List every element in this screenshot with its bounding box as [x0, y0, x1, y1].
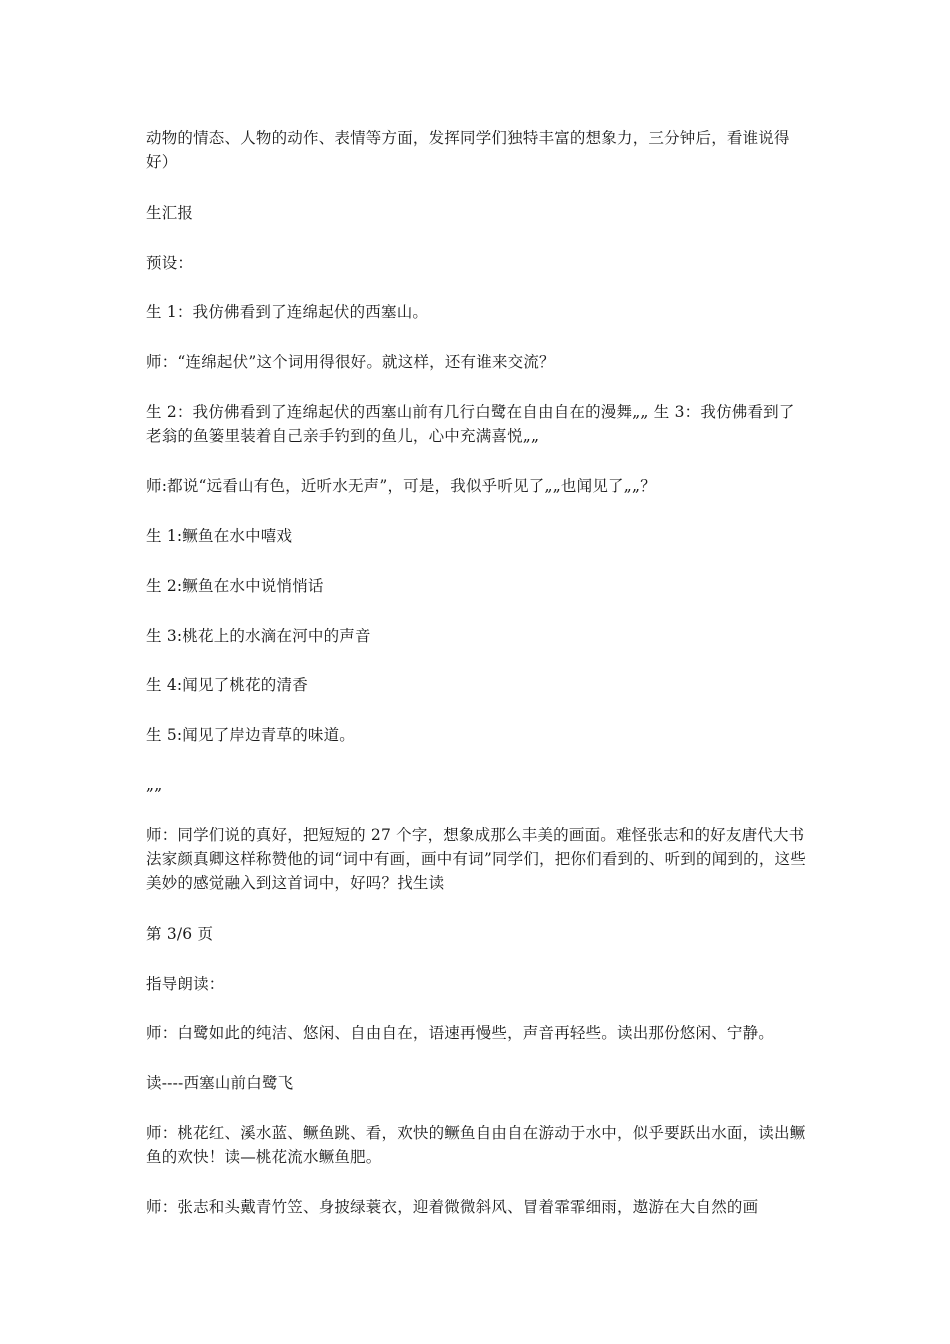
paragraph-egret-reading: 师：白鹭如此的纯洁、悠闲、自由自在，语速再慢些，声音再轻些。读出那份悠闲、宁静。	[146, 1024, 775, 1042]
paragraph-teacher-question: 师:都说“远看山有色，近听水无声”，可是，我似乎听见了„„也闻见了„„？	[146, 477, 656, 495]
paragraph-teacher-summary: 师：同学们说的真好，把短短的 27 个字，想象成那么丰美的画面。难怪张志和的好友唐代大书法家颜真卿这样称赞他的词“词中有画，画中有词”同学们，把你们看到的、听到的闻到的，这些美妙的感觉融入到这首词中，好吗？找生读	[146, 826, 806, 892]
paragraph-preset-label: 预设：	[146, 254, 194, 272]
paragraph-answer-3: 生 3:桃花上的水滴在河中的声音	[146, 627, 371, 645]
paragraph-student-1: 生 1：我仿佛看到了连绵起伏的西塞山。	[146, 303, 429, 321]
paragraph-imagination-instruction: 动物的情态、人物的动作、表情等方面，发挥同学们独特丰富的想象力，三分钟后，看谁说得好）	[146, 129, 790, 171]
paragraph-student-report: 生汇报	[146, 204, 194, 222]
paragraph-answer-4: 生 4:闻见了桃花的清香	[146, 676, 308, 694]
paragraph-answer-2: 生 2:鳜鱼在水中说悄悄话	[146, 577, 324, 595]
paragraph-reading-guidance: 指导朗读：	[146, 975, 225, 993]
paragraph-answer-5: 生 5:闻见了岸边青草的味道。	[146, 726, 356, 744]
paragraph-read-line-1: 读----西塞山前白鹭飞	[146, 1074, 294, 1092]
paragraph-zhang-zhihe: 师：张志和头戴青竹笠、身披绿蓑衣，迎着微微斜风、冒着霏霏细雨，遨游在大自然的画	[146, 1198, 759, 1216]
paragraph-teacher-praise: 师：“连绵起伏”这个词用得很好。就这样，还有谁来交流？	[146, 353, 555, 371]
paragraph-answer-1: 生 1:鳜鱼在水中嘻戏	[146, 527, 293, 545]
paragraph-student-2-3: 生 2：我仿佛看到了连绵起伏的西塞山前有几行白鹭在自由自在的漫舞„„ 生 3：我仿佛看到了老翁的鱼篓里装着自己亲手钓到的鱼儿，心中充满喜悦„„	[146, 403, 795, 445]
paragraph-fish-reading: 师：桃花红、溪水蓝、鳜鱼跳、看，欢快的鳜鱼自由自在游动于水中，似乎要跃出水面，读出鳜鱼的欢快！读—桃花流水鳜鱼肥。	[146, 1124, 806, 1166]
paragraph-ellipsis: „„	[146, 776, 163, 794]
page-number: 第 3/6 页	[146, 925, 214, 943]
